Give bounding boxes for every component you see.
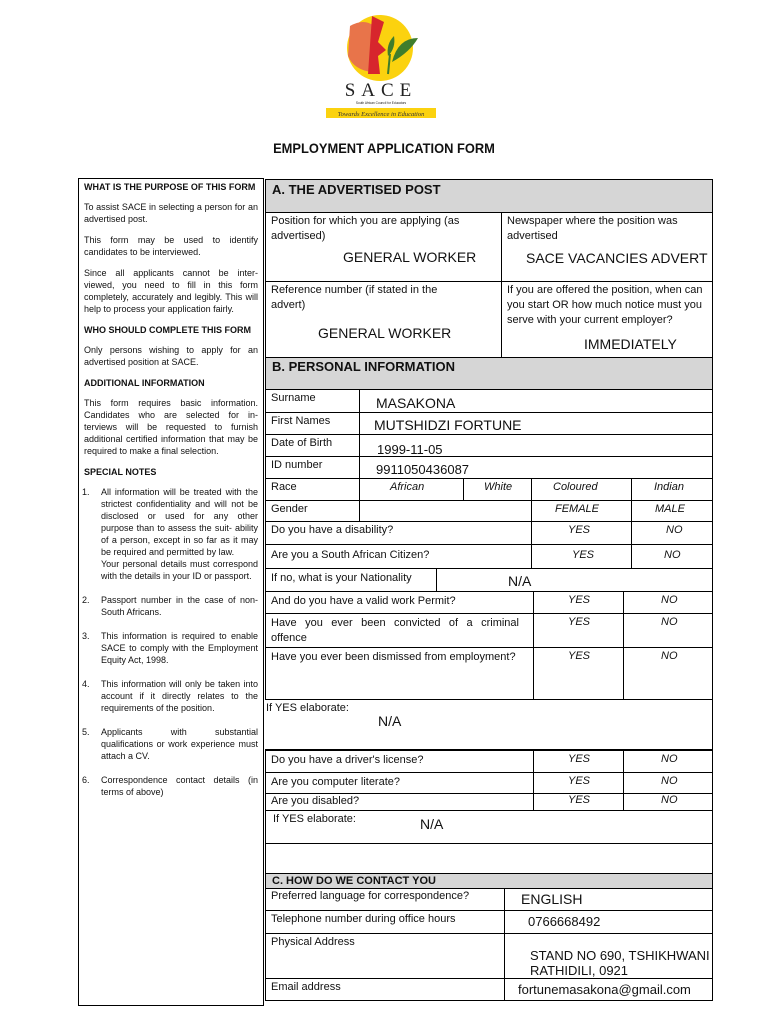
gender-option-male[interactable]: MALE [655, 503, 685, 515]
purpose-heading: WHAT IS THE PURPOSE OF THIS FORM [84, 182, 256, 192]
surname-value: MASAKONA [376, 395, 456, 411]
dismissed-row[interactable] [265, 647, 713, 700]
elaborate-1-value: N/A [378, 713, 402, 729]
who-paragraph: Only persons wishing to apply for an advertised position at SACE. [84, 345, 258, 367]
purpose-paragraph-3: Since all applicants cannot be inter- viewed, you need to fill in this form completely, accurately and legibly. This will help to process your application fairly. [84, 268, 258, 314]
note-item [84, 630, 258, 666]
start-date-label: If you are offered the position, when can you start OR how much notice must you serve with your current employer? [507, 284, 703, 326]
newspaper-value: SACE VACANCIES ADVERT [526, 250, 708, 266]
additional-heading: ADDITIONAL INFORMATION [84, 378, 205, 388]
computer-label: Are you computer literate? [271, 776, 401, 788]
convicted-no[interactable]: NO [661, 616, 678, 628]
language-label: Preferred language for correspondence? [271, 890, 470, 902]
first-names-label: First Names [271, 415, 331, 427]
dismissed-no[interactable]: NO [661, 650, 678, 662]
note-number: 3. [82, 631, 90, 641]
citizen-yes[interactable]: YES [572, 549, 595, 561]
logo-tagline: Towards Excellence in Education [337, 111, 425, 118]
computer-yes[interactable]: YES [568, 775, 591, 787]
work-permit-yes[interactable]: YES [568, 594, 591, 606]
note-item [84, 594, 258, 618]
email-label: Email address [271, 981, 341, 993]
position-field[interactable] [265, 212, 502, 282]
who-heading: WHO SHOULD COMPLETE THIS FORM [84, 325, 251, 335]
spacer-row [265, 843, 713, 874]
phone-value: 0766668492 [528, 914, 601, 929]
address-line-1: STAND NO 690, TSHIKHWANI [530, 948, 710, 963]
disabled-yes[interactable]: YES [568, 794, 591, 806]
phone-row[interactable] [265, 910, 713, 934]
note-item [84, 678, 258, 714]
section-a-header [265, 179, 713, 213]
nationality-label: If no, what is your Nationality [271, 572, 412, 584]
note-number: 2. [82, 595, 90, 605]
note-text: This information will only be taken into account if it directly relates to the requirements of the position. [101, 679, 258, 713]
language-row[interactable] [265, 888, 713, 911]
disabled-label: Are you disabled? [271, 795, 360, 807]
elaborate-2-label: If YES elaborate: [273, 813, 356, 825]
reference-field[interactable] [265, 281, 502, 358]
dob-value: 1999-11-05 [377, 442, 443, 457]
disability-yes[interactable]: YES [568, 524, 591, 536]
address-label: Physical Address [271, 936, 355, 948]
race-option-white[interactable]: White [484, 481, 513, 493]
special-notes-list [84, 486, 258, 798]
note-number: 5. [82, 727, 90, 737]
note-number: 6. [82, 775, 90, 785]
note-number: 1. [82, 487, 90, 497]
race-option-indian[interactable]: Indian [654, 481, 684, 493]
disabled-row[interactable] [265, 793, 713, 811]
elaborate-2-value: N/A [420, 816, 444, 832]
note-item [84, 726, 258, 762]
language-value: ENGLISH [521, 891, 583, 907]
computer-no[interactable]: NO [661, 775, 678, 787]
dismissed-label: Have you ever been dismissed from employment? [271, 651, 516, 663]
section-b-header [265, 357, 713, 390]
phone-label: Telephone number during office hours [271, 913, 456, 925]
disability-label: Do you have a disability? [271, 524, 394, 536]
gender-row[interactable] [265, 500, 713, 522]
license-label: Do you have a driver's license? [271, 754, 424, 766]
email-row[interactable] [265, 978, 713, 1001]
gender-option-female[interactable]: FEMALE [555, 503, 600, 515]
citizen-label: Are you a South African Citizen? [271, 549, 430, 561]
elaborate-1-label: If YES elaborate: [266, 702, 349, 714]
note-text: Passport number in the case of non-South Africans. [101, 595, 258, 617]
license-no[interactable]: NO [661, 753, 678, 765]
section-b-title: B. PERSONAL INFORMATION [272, 359, 455, 374]
purpose-paragraph-2: This form may be used to identify candidates to be interviewed. [84, 235, 258, 257]
work-permit-row[interactable] [265, 591, 713, 614]
race-option-coloured[interactable]: Coloured [553, 481, 598, 493]
id-number-label: ID number [271, 459, 323, 471]
id-number-row[interactable] [265, 456, 713, 479]
address-line-2: RATHIDILI, 0921 [530, 963, 629, 978]
id-number-value: 9911050436087 [376, 462, 470, 477]
citizen-no[interactable]: NO [664, 549, 681, 561]
convicted-row[interactable] [265, 613, 713, 648]
nationality-row[interactable] [265, 568, 713, 592]
license-row[interactable] [265, 750, 713, 773]
additional-paragraph: This form requires basic information. Candidates who are selected for in- terviews will be requested to furnish additional certified information that may be required to make a final selection. [84, 398, 258, 456]
note-text: Correspondence contact details (in terms of above) [101, 775, 258, 797]
note-item [84, 774, 258, 798]
citizen-row[interactable] [265, 544, 713, 569]
dob-label: Date of Birth [271, 437, 333, 449]
dob-row[interactable] [265, 434, 713, 457]
note-text: All information will be treated with the strictest confidentiality and will not be disclosed or used for any other purpose than to assess the suit- ability of a person, except in so far as it may be required and permitted by law. [101, 487, 258, 557]
disabled-no[interactable]: NO [661, 794, 678, 806]
section-a-title: A. THE ADVERTISED POST [272, 182, 441, 197]
form-title: EMPLOYMENT APPLICATION FORM [273, 140, 495, 156]
note-text: Applicants with substantial qualifications or work experience must attach a CV. [101, 727, 258, 761]
dismissed-yes[interactable]: YES [568, 650, 591, 662]
elaborate-2-row[interactable] [265, 810, 713, 844]
reference-label: Reference number (if stated in the advert) [271, 284, 438, 311]
gender-label: Gender [271, 503, 308, 515]
position-label: Position for which you are applying (as advertised) [271, 215, 460, 242]
nationality-value: N/A [508, 573, 532, 589]
special-notes-heading: SPECIAL NOTES [84, 467, 157, 477]
sace-logo [324, 12, 438, 120]
logo-subtitle: South African Council for Educators [355, 101, 407, 105]
surname-row[interactable] [265, 389, 713, 413]
computer-row[interactable] [265, 772, 713, 794]
note-text: This information is required to enable SACE to comply with the Employment Equity Act, 1998. [101, 631, 258, 665]
surname-label: Surname [271, 392, 316, 404]
convicted-label: Have you ever been convicted of a criminal offence [271, 617, 519, 644]
reference-value: GENERAL WORKER [318, 325, 452, 341]
note-item [84, 486, 258, 582]
convicted-yes[interactable]: YES [568, 616, 591, 628]
first-names-row[interactable] [265, 412, 713, 435]
email-value: fortunemasakona@gmail.com [518, 982, 691, 997]
work-permit-no[interactable]: NO [661, 594, 678, 606]
note-text: Your personal details must correspond with the details in your ID or passport. [101, 559, 258, 581]
newspaper-field[interactable] [501, 212, 713, 282]
work-permit-label: And do you have a valid work Permit? [271, 595, 456, 607]
license-yes[interactable]: YES [568, 753, 591, 765]
note-number: 4. [82, 679, 90, 689]
position-value: GENERAL WORKER [343, 249, 477, 265]
section-c-title: C. HOW DO WE CONTACT YOU [272, 875, 436, 887]
purpose-paragraph-1: To assist SACE in selecting a person for an advertised post. [84, 202, 258, 224]
section-c-header [265, 873, 713, 889]
race-label: Race [271, 481, 297, 493]
newspaper-label: Newspaper where the position was advertised [507, 215, 678, 242]
address-row[interactable] [265, 933, 713, 979]
race-option-african[interactable]: African [390, 481, 425, 493]
disability-no[interactable]: NO [666, 524, 683, 536]
instructions-column [78, 178, 264, 1006]
disability-row[interactable] [265, 521, 713, 545]
start-date-value: IMMEDIATELY [584, 336, 677, 352]
logo-text: SACE [344, 80, 418, 101]
first-names-value: MUTSHIDZI FORTUNE [374, 417, 522, 433]
start-date-field[interactable] [501, 281, 713, 358]
race-row[interactable] [265, 478, 713, 501]
elaborate-1-row[interactable] [265, 699, 713, 750]
